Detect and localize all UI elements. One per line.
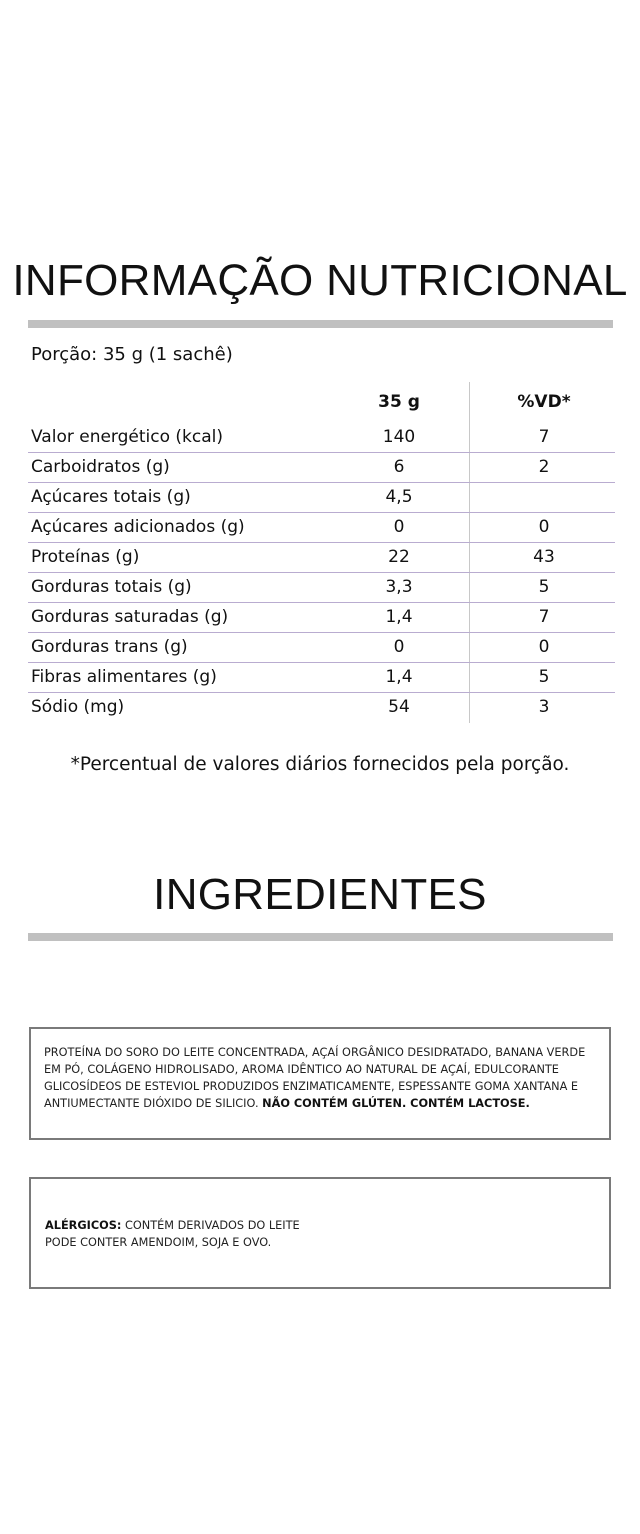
nutrient-daily-value: 0 (538, 517, 550, 537)
ingredients-title: INGREDIENTES (153, 870, 487, 919)
allergens-label: ALÉRGICOS: (45, 1219, 122, 1232)
nutrient-name: Valor energético (kcal) (31, 427, 224, 447)
nutrient-name: Açúcares totais (g) (31, 487, 191, 507)
allergens-box (29, 1177, 611, 1289)
nutrient-amount: 1,4 (385, 607, 413, 627)
table-row (28, 633, 615, 663)
table-row (28, 483, 615, 513)
nutrient-daily-value: 3 (538, 697, 550, 717)
nutrient-daily-value: 0 (538, 637, 550, 657)
nutrient-amount: 4,5 (385, 487, 413, 507)
nutrient-daily-value: 43 (533, 547, 555, 567)
nutrient-name: Açúcares adicionados (g) (31, 517, 245, 537)
table-row (28, 513, 615, 543)
nutrient-amount: 3,3 (385, 577, 413, 597)
nutrient-amount: 22 (388, 547, 410, 567)
nutrient-name: Gorduras saturadas (g) (31, 607, 229, 627)
title-divider (28, 320, 613, 328)
nutrient-daily-value: 2 (538, 457, 550, 477)
ingredients-box (29, 1027, 611, 1140)
table-row (28, 603, 615, 633)
nutrient-amount: 6 (393, 457, 405, 477)
daily-value-footnote: *Percentual de valores diários fornecidos pela porção. (70, 754, 570, 775)
table-row (28, 663, 615, 693)
nutrient-daily-value: 7 (538, 427, 550, 447)
nutrition-title: INFORMAÇÃO NUTRICIONAL (12, 256, 628, 305)
table-row (28, 423, 615, 453)
header-amount: 35 g (378, 392, 420, 412)
ingredients-divider (28, 933, 613, 941)
table-row (28, 693, 615, 722)
table-row (28, 543, 615, 573)
nutrient-name: Sódio (mg) (31, 697, 125, 717)
allergens-line-1: CONTÉM DERIVADOS DO LEITE (124, 1219, 300, 1232)
table-row (28, 453, 615, 483)
table-header (28, 382, 615, 423)
header-daily-value: %VD* (517, 392, 571, 412)
gluten-lactose-notice: NÃO CONTÉM GLÚTEN. CONTÉM LACTOSE. (262, 1097, 530, 1110)
nutrient-name: Gorduras trans (g) (31, 637, 188, 657)
nutrient-amount: 0 (393, 637, 405, 657)
nutrient-amount: 0 (393, 517, 405, 537)
nutrient-daily-value: 7 (538, 607, 550, 627)
nutrient-daily-value: 5 (538, 577, 550, 597)
nutrient-name: Carboidratos (g) (31, 457, 170, 477)
ingredients-text: PROTEÍNA DO SORO DO LEITE CONCENTRADA, AÇAÍ ORGÂNICO DESIDRATADO, BANANA VERDE EM PÓ, COLÁGENO HIDROLISADO, AROMA IDÊNTICO AO NATURAL DE AÇAÍ, EDULCORANTE GLICOSÍDEOS DE ESTEVIOL PRODUZIDOS ENZIMATICAMENTE, ESPESSANTE GOMA XANTANA E ANTIUMECTANTE DIÓXIDO DE SILICIO. (44, 1046, 586, 1110)
nutrient-amount: 54 (388, 697, 410, 717)
nutrient-name: Fibras alimentares (g) (31, 667, 217, 687)
nutrient-amount: 1,4 (385, 667, 413, 687)
nutrient-amount: 140 (382, 427, 416, 447)
nutrition-table (28, 382, 615, 722)
nutrient-name: Proteínas (g) (31, 547, 140, 567)
allergens-line-2: PODE CONTER AMENDOIM, SOJA E OVO. (45, 1236, 272, 1249)
portion-size: Porção: 35 g (1 sachê) (31, 344, 233, 365)
table-row (28, 573, 615, 603)
nutrient-name: Gorduras totais (g) (31, 577, 192, 597)
nutrient-daily-value: 5 (538, 667, 550, 687)
